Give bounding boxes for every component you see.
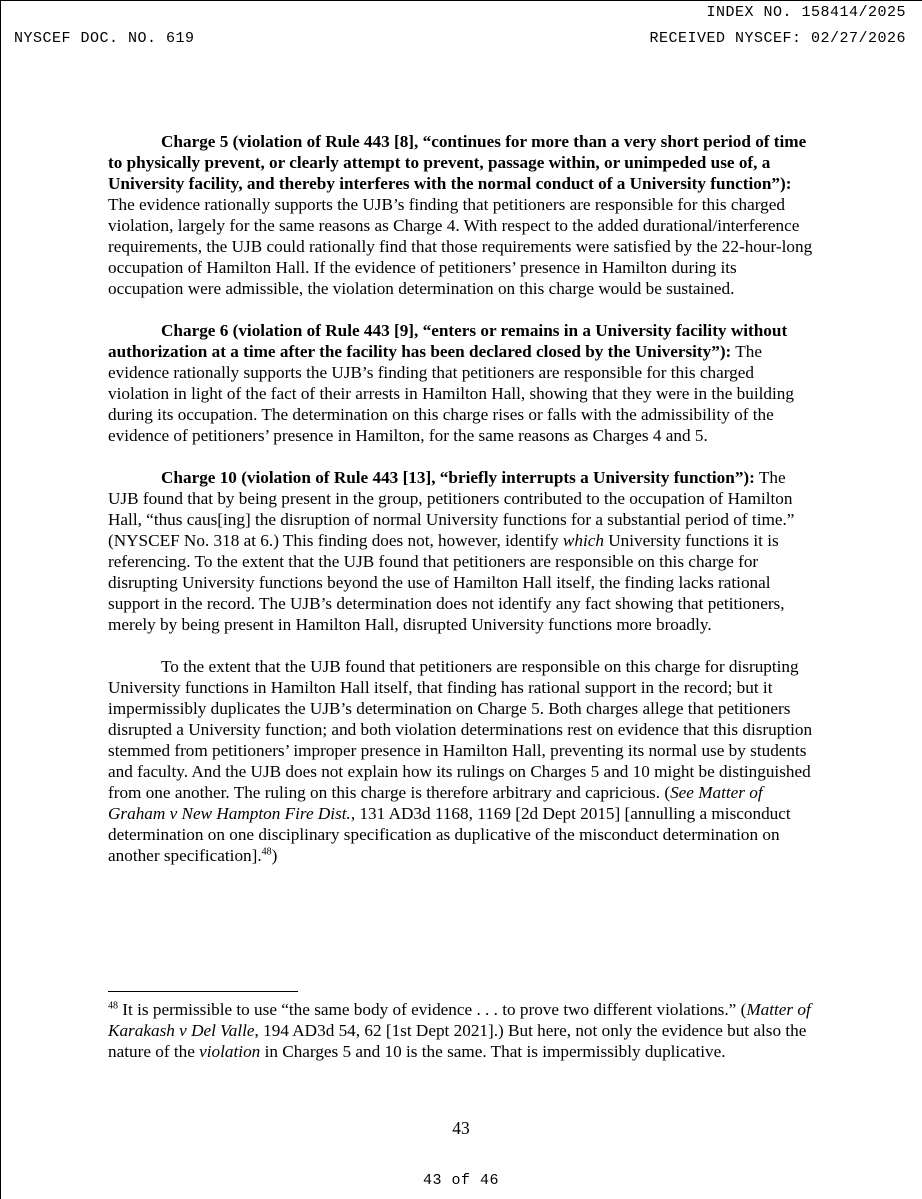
footnote-text-a: It is permissible to use “the same body of evidence . . . to prove two different violations.” ( [118, 1000, 747, 1019]
charge-10-italic: which [562, 531, 604, 550]
page-top-border [0, 0, 922, 1]
charge-10-heading: Charge 10 (violation of Rule 443 [13], “briefly interrupts a University function”): [161, 468, 755, 487]
graham-citation: See Matter of Graham v New Hampton Fire Dist. [108, 783, 763, 823]
footnote-italic-violation: violation [199, 1042, 261, 1061]
page-left-border [0, 0, 1, 1199]
document-body [108, 131, 816, 887]
index-number: INDEX NO. 158414/2025 [706, 4, 906, 21]
karakash-citation: Matter of Karakash v Del Valle [108, 1000, 811, 1040]
document-number: NYSCEF DOC. NO. 619 [14, 30, 195, 47]
footnote-reference[interactable]: 48 [261, 846, 272, 858]
paragraph-charge-10 [108, 467, 816, 635]
paragraph-duplicative [108, 656, 816, 866]
graham-citation-rest: , 131 AD3d 1168, 1169 [2d Dept 2015] [annulling a misconduct determination on one disciplinary specification as duplicative of the misconduct determination on another specification]. [108, 804, 791, 865]
footnote-text-b: , 194 AD3d 54, 62 [1st Dept 2021].) But here, not only the evidence but also the nature of the [108, 1021, 807, 1061]
page-of-total: 43 of 46 [422, 1172, 499, 1189]
charge-6-heading: Charge 6 (violation of Rule 443 [9], “enters or remains in a University facility without authorization at a time after the facility has been declared closed by the University”): [108, 321, 788, 361]
duplicative-text: To the extent that the UJB found that petitioners are responsible on this charge for disrupting University functions in Hamilton Hall itself, that finding has rational support in the record; but it impermissibly duplicates the UJB’s determination on Charge 5. Both charges allege that petitioners disrupted a University function; and both violation determinations rest on evidence that this disruption stemmed from petitioners’ improper presence in Hamilton Hall, preventing its normal use by students and faculty. And the UJB does not explain how its rulings on Charges 5 and 10 might be distinguished from one another. The ruling on this charge is therefore arbitrary and capricious. ( [108, 657, 813, 802]
closing-paren: ) [271, 846, 278, 865]
received-date: RECEIVED NYSCEF: 02/27/2026 [649, 30, 906, 47]
footnote-text-c: in Charges 5 and 10 is the same. That is impermissibly duplicative. [260, 1042, 726, 1061]
charge-10-text-b: University functions it is referencing. To the extent that the UJB found that petitioners are responsible on this charge for disrupting University functions beyond the use of Hamilton Hall itself, the finding lacks rational support in the record. The UJB’s determination does not identify any fact showing that petitioners, merely by being present in Hamilton Hall, disrupted University functions more broadly. [108, 531, 785, 634]
charge-5-text: The evidence rationally supports the UJB’s finding that petitioners are responsible for this charged violation, largely for the same reasons as Charge 4. With respect to the added durational/interference requirements, the UJB could rationally find that those requirements were satisfied by the 22-hour-long occupation of Hamilton Hall. If the evidence of petitioners’ presence in Hamilton during its occupation were admissible, the violation determination on this charge would be sustained. [108, 195, 813, 298]
footnote-number: 48 [108, 1000, 118, 1012]
charge-10-text-a: The UJB found that by being present in the group, petitioners contributed to the occupation of Hamilton Hall, “thus caus[ing] the disruption of normal University functions for a substantial period of time.” (NYSCEF No. 318 at 6.) This finding does not, however, identify [108, 468, 795, 550]
page-number: 43 [452, 1118, 470, 1138]
footnote-separator [108, 991, 298, 992]
paragraph-charge-6 [108, 320, 816, 446]
charge-5-heading: Charge 5 (violation of Rule 443 [8], “continues for more than a very short period of time to physically prevent, or clearly attempt to prevent, passage within, or unimpeded use of, a University facility, and thereby interferes with the normal conduct of a University function”): [108, 132, 807, 193]
paragraph-charge-5 [108, 131, 816, 299]
charge-6-text: The evidence rationally supports the UJB’s finding that petitioners are responsible for this charged violation in light of the fact of their arrests in Hamilton Hall, showing that they were in the building during its occupation. The determination on this charge rises or falls with the admissibility of the evidence of petitioners’ presence in Hamilton, for the same reasons as Charges 4 and 5. [108, 342, 794, 445]
footnote-48 [108, 999, 816, 1062]
